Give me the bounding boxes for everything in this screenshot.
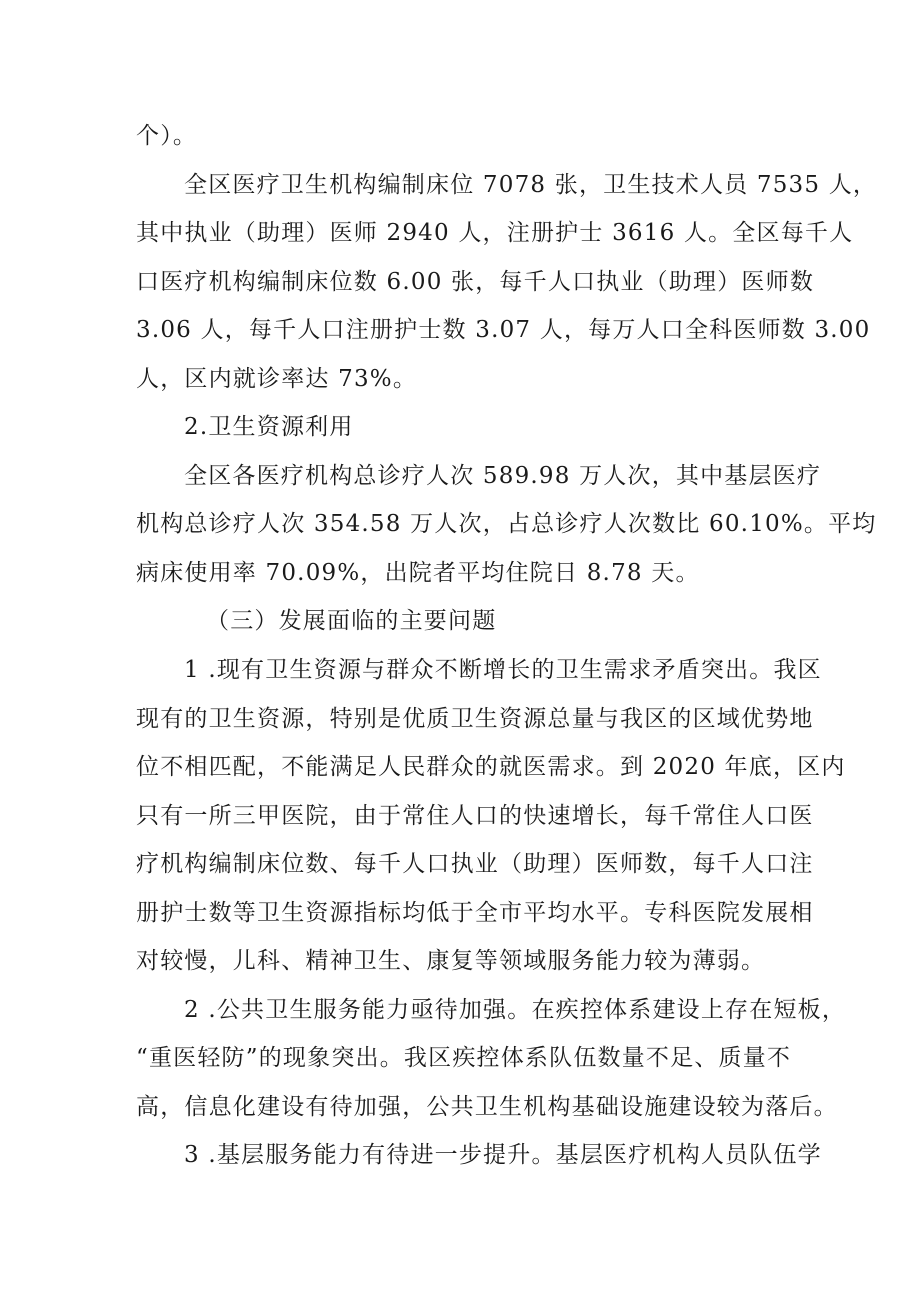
text-line: 人，区内就诊率达 73%。 — [136, 365, 418, 392]
text-line: 口医疗机构编制床位数 6.00 张，每千人口执业（助理）医师数 — [136, 268, 815, 295]
text-line: 疗机构编制床位数、每千人口执业（助理）医师数，每千人口注 — [136, 851, 814, 878]
text-line: 只有一所三甲医院，由于常住人口的快速增长，每千常住人口医 — [136, 802, 814, 829]
text-line: 病床使用率 70.09%，出院者平均住院日 8.78 天。 — [136, 559, 700, 586]
text-line: 册护士数等卫生资源指标均低于全市平均水平。专科医院发展相 — [136, 899, 814, 926]
paragraph-start: 全区医疗卫生机构编制床位 7078 张，卫生技术人员 7535 人， — [184, 171, 878, 198]
text-line: 对较慢，儿科、精神卫生、康复等领域服务能力较为薄弱。 — [136, 948, 766, 975]
body-text — [136, 112, 878, 1180]
text-line: 个）。 — [136, 123, 198, 149]
text-line: 高，信息化建设有待加强，公共卫生机构基础设施建设较为落后。 — [136, 1093, 838, 1120]
paragraph-start: 2 .公共卫生服务能力亟待加强。在疾控体系建设上存在短板， — [184, 996, 847, 1023]
paragraph-start: 全区各医疗机构总诊疗人次 589.98 万人次，其中基层医疗 — [184, 462, 822, 489]
subheading: 2.卫生资源利用 — [184, 414, 354, 441]
text-line: “重医轻防”的现象突出。我区疾控体系队伍数量不足、质量不 — [136, 1045, 792, 1072]
text-line: 其中执业（助理）医师 2940 人，注册护士 3616 人。全区每千人 — [136, 220, 854, 247]
section-heading: （三）发展面临的主要问题 — [206, 608, 497, 635]
text-line: 3.06 人，每千人口注册护士数 3.07 人，每万人口全科医师数 3.00 — [136, 317, 871, 344]
text-line: 机构总诊疗人次 354.58 万人次，占总诊疗人次数比 60.10%。平均 — [136, 511, 877, 538]
text-line: 现有的卫生资源，特别是优质卫生资源总量与我区的区域优势地 — [136, 705, 814, 732]
paragraph-start: 1 .现有卫生资源与群众不断增长的卫生需求矛盾突出。我区 — [184, 657, 822, 684]
paragraph-start: 3 .基层服务能力有待进一步提升。基层医疗机构人员队伍学 — [184, 1142, 822, 1169]
text-line: 位不相匹配，不能满足人民群众的就医需求。到 2020 年底，区内 — [136, 754, 846, 781]
